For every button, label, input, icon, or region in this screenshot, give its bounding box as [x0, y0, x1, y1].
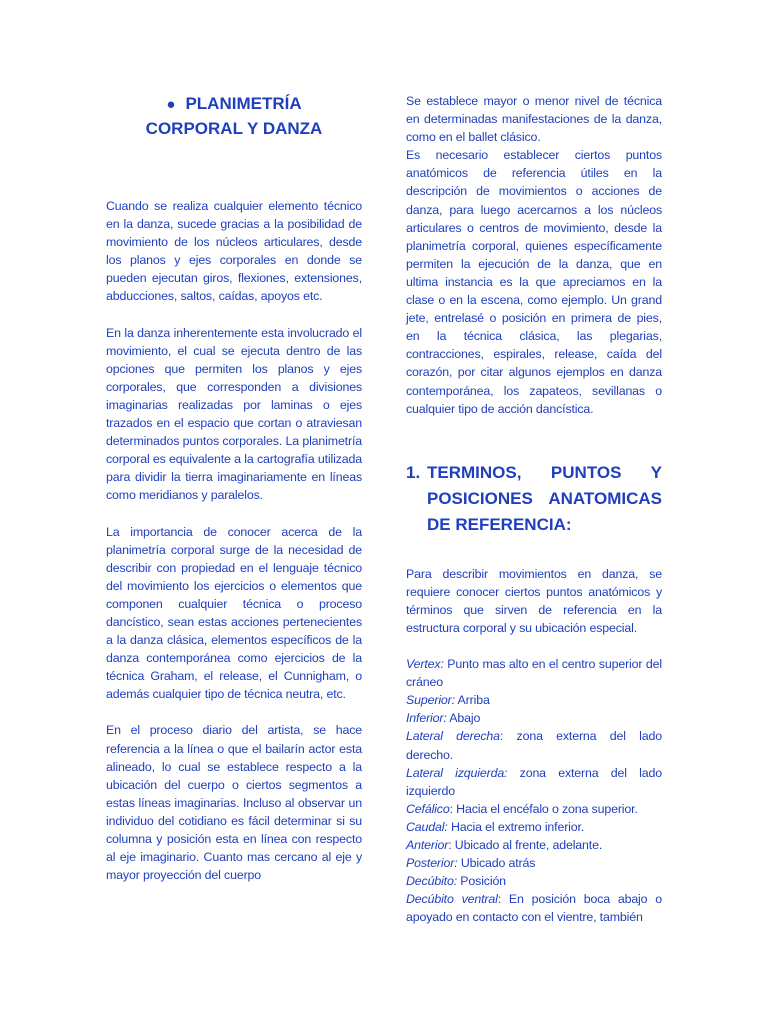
term-entry	[406, 890, 662, 926]
term-definition: Hacia el extremo inferior.	[447, 819, 585, 834]
term-definition: Abajo	[446, 711, 481, 726]
left-column	[106, 92, 362, 884]
term-entry	[406, 800, 662, 818]
paragraph: Se establece mayor o menor nivel de técnica en determinadas manifestaciones de la danza, como en el ballet clásico.	[406, 94, 662, 145]
term-entry	[406, 872, 662, 890]
term-entry	[406, 854, 662, 872]
term-entry	[406, 764, 662, 800]
term-label: Cefálico	[406, 801, 450, 816]
paragraph: En el proceso diario del artista, se hace referencia a la línea o que el bailarín actor esta alineado, lo cual se establece respecto a la ubicación del cuerpo o ciertos segmentos a estas líneas imaginarias. Incluso al observar un individuo del cotidiano es fácil determinar si su columna y posición esta en línea con respecto al eje imaginario. Cuanto mas cercano al eje y mayor proyección del cuerpo	[106, 723, 362, 883]
term-definition: : Ubicado al frente, adelante.	[448, 838, 603, 852]
term-entry	[406, 655, 662, 691]
term-label: Lateral izquierda:	[406, 765, 508, 780]
term-entry	[406, 836, 662, 854]
term-label: Lateral derecha	[406, 729, 500, 744]
term-definition: : En posición boca abajo o apoyado en contacto con el vientre, también	[406, 892, 663, 925]
title-line-1: ● PLANIMETRÍA	[166, 94, 302, 113]
section-title	[106, 92, 362, 141]
term-label: Decúbito ventral	[406, 892, 498, 907]
terms-list	[406, 655, 662, 926]
heading-number: 1.	[406, 462, 421, 482]
term-entry	[406, 727, 662, 763]
paragraph: En la danza inherentemente esta involucrado el movimiento, el cual se ejecuta dentro de las opciones que permiten los planos y ejes corporales, que corresponden a divisiones imaginarias realizadas por laminas o ejes trazados en el espacio que cortan o atraviesan determinados puntos corporales. La planimetría corporal es equivalente a la cartografía utilizada para dividir la tierra imaginariamente en líneas como meridianos y paralelos.	[106, 325, 362, 503]
title-line-2: CORPORAL Y DANZA	[145, 119, 323, 138]
heading-text: TERMINOS, PUNTOS Y POSICIONES ANATOMICAS DE REFERENCIA:	[427, 462, 662, 534]
term-definition: : Hacia el encéfalo o zona superior.	[449, 801, 638, 816]
term-entry	[406, 691, 662, 709]
term-label: Inferior:	[406, 711, 447, 726]
paragraph: Cuando se realiza cualquier elemento técnico en la danza, sucede gracias a la posibilidad de movimiento de los núcleos articulares, desde los planos y ejes corporales en donde se pueden ejecutan giros, flexiones, extensiones, abducciones, saltos, caídas, apoyos etc.	[106, 199, 362, 304]
term-label: Caudal:	[406, 819, 448, 834]
term-label: Decúbito:	[406, 874, 457, 889]
paragraph: La importancia de conocer acerca de la planimetría corporal surge de la necesidad de describir con propiedad en el lenguaje técnico del movimiento los ejercicios o elementos que componen cualquier técnica o proceso dancístico, sean estas acciones pertenecientes a la danza clásica, elementos específicos de la danza contemporánea como ejercicios de la técnica Graham, el release, el Cunnigham, o además cualquier tipo de técnica neutra, etc.	[106, 524, 362, 702]
term-entry	[406, 709, 662, 727]
term-label: Posterior:	[406, 856, 458, 871]
term-label: Anterior	[406, 838, 449, 852]
term-definition: : zona externa del lado derecho.	[406, 729, 663, 762]
term-definition: Ubicado atrás	[457, 856, 536, 871]
right-column	[406, 92, 662, 926]
term-definition: Punto mas alto en el centro superior del cráneo	[406, 657, 662, 690]
term-entry	[406, 818, 662, 836]
term-label: Superior:	[406, 693, 455, 708]
term-definition: zona externa del lado izquierdo	[406, 765, 662, 798]
section-heading	[406, 460, 662, 538]
paragraph: Es necesario establecer ciertos puntos anatómicos de referencia útiles en la descripción de movimientos o acciones de danza, para luego acercarnos a los núcleos articulares o centros de movimiento, desde la planimetría corporal, quienes específicamente permiten la ejecución de la danza, que en ultima instancia es la que apreciamos en la clase o en la escena, como ejemplo. Un grand jete, entrelasé o posición en primera de pies, en la técnica clásica, las plegarias, contracciones, espirales, release, caída del corazón, por citar algunos ejemplos en danza contemporánea, los zapateos, sevillanas o cualquier tipo de acción dancística.	[406, 148, 662, 416]
intro-paragraph: Para describir movimientos en danza, se requiere conocer ciertos puntos anatómicos y términos que sirven de referencia en la estructura corporal y su ubicación especial.	[406, 566, 662, 635]
bullet-icon: ●	[166, 96, 176, 113]
term-definition: Arriba	[454, 693, 490, 708]
term-label: Vertex:	[406, 657, 444, 672]
term-definition: Posición	[457, 874, 506, 889]
